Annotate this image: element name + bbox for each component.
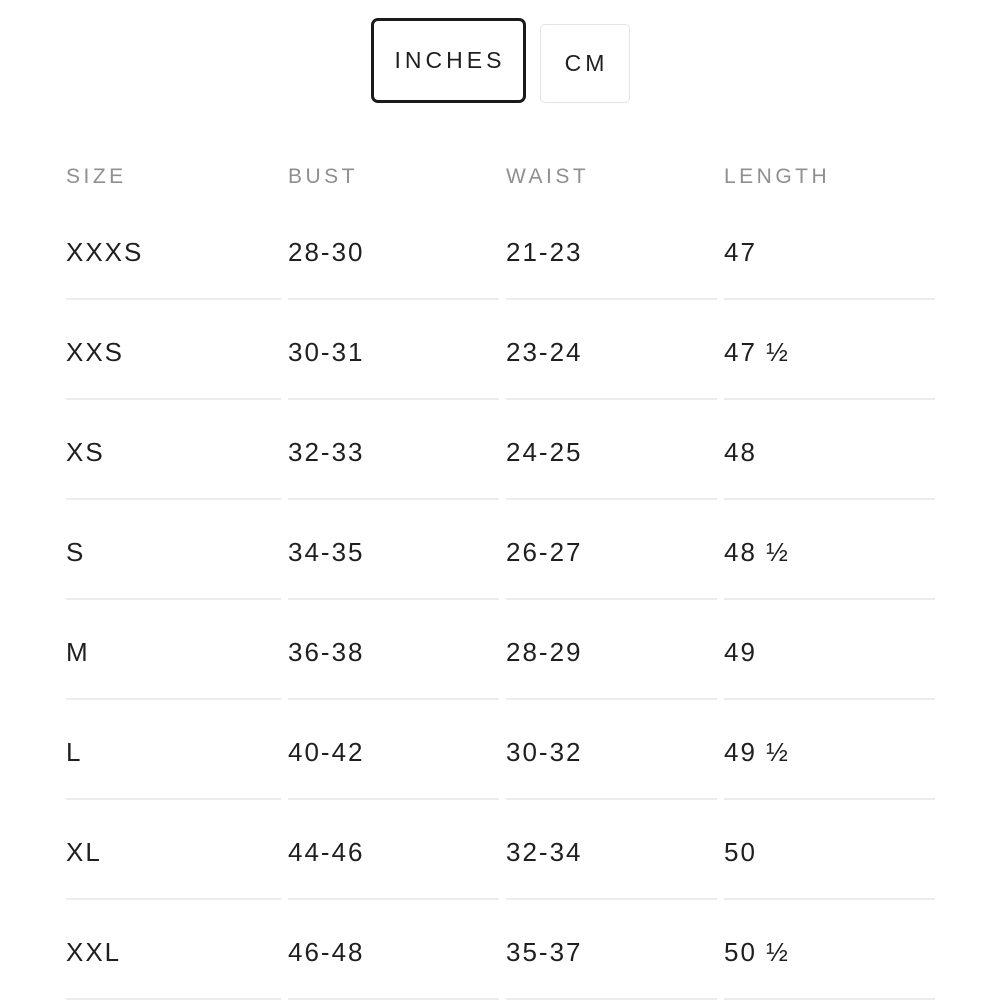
unit-toggle [0,0,1000,103]
waist-cell: 30-32 [506,700,717,800]
length-cell: 49 ½ [724,700,935,800]
bust-cell: 28-30 [288,200,499,300]
length-cell: 47 ½ [724,300,935,400]
size-cell: XXXS [66,200,281,300]
waist-cell: 21-23 [506,200,717,300]
length-cell: 49 [724,600,935,700]
unit-cm-button[interactable]: CM [540,24,630,103]
bust-cell: 44-46 [288,800,499,900]
column-header-waist: WAIST [506,165,590,188]
column-header-size: SIZE [66,165,127,188]
length-cell: 50 ½ [724,900,935,1000]
waist-cell: 23-24 [506,300,717,400]
size-cell: L [66,700,281,800]
bust-cell: 32-33 [288,400,499,500]
size-cell: XXS [66,300,281,400]
length-cell: 48 ½ [724,500,935,600]
waist-cell: 24-25 [506,400,717,500]
size-cell: S [66,500,281,600]
size-cell: XS [66,400,281,500]
bust-cell: 30-31 [288,300,499,400]
waist-cell: 26-27 [506,500,717,600]
waist-cell: 35-37 [506,900,717,1000]
length-cell: 47 [724,200,935,300]
unit-inches-button[interactable]: INCHES [371,18,526,103]
column-header-length: LENGTH [724,165,831,188]
length-cell: 48 [724,400,935,500]
size-table [66,103,932,1000]
waist-cell: 28-29 [506,600,717,700]
size-cell: XXL [66,900,281,1000]
size-cell: M [66,600,281,700]
bust-cell: 34-35 [288,500,499,600]
bust-cell: 36-38 [288,600,499,700]
column-header-bust: BUST [288,165,359,188]
bust-cell: 40-42 [288,700,499,800]
length-cell: 50 [724,800,935,900]
bust-cell: 46-48 [288,900,499,1000]
waist-cell: 32-34 [506,800,717,900]
size-cell: XL [66,800,281,900]
